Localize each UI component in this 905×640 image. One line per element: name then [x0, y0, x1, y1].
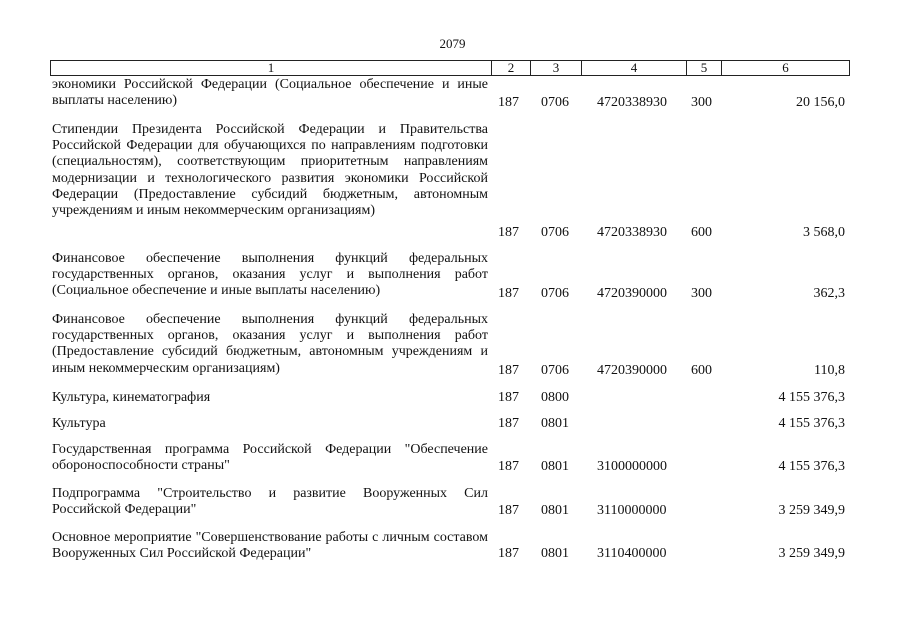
row-2-description — [52, 251, 488, 300]
row-3-col2: 187 — [498, 363, 519, 378]
column-header-3: 3 — [531, 61, 582, 76]
row-2-col5: 300 — [691, 286, 712, 301]
row-3-col5: 600 — [691, 363, 712, 378]
column-header-table — [50, 60, 850, 76]
row-8-col3: 0801 — [541, 546, 569, 561]
row-7-description-text: Подпрограмма "Строительство и развитие Вооруженных Сил Российской Федерации" — [52, 486, 488, 518]
row-5-description-text: Культура — [52, 416, 106, 431]
column-header-row — [51, 61, 850, 76]
row-7-col4: 3110000000 — [597, 503, 667, 518]
row-8-description-text: Основное мероприятие "Совершенствование работы с личным составом Вооруженных Сил Российской Федерации" — [52, 530, 488, 562]
row-5-description — [52, 416, 488, 432]
row-8-col4: 3110400000 — [597, 546, 667, 561]
row-8-col2: 187 — [498, 546, 519, 561]
row-7-col3: 0801 — [541, 503, 569, 518]
row-3-col3: 0706 — [541, 363, 569, 378]
row-6-col6: 4 155 376,3 — [778, 459, 845, 474]
row-6-col2: 187 — [498, 459, 519, 474]
row-1-description — [52, 122, 488, 219]
row-3-col6: 110,8 — [814, 363, 845, 378]
row-2-col2: 187 — [498, 286, 519, 301]
row-6-description — [52, 442, 488, 474]
row-6-col3: 0801 — [541, 459, 569, 474]
column-header-4: 4 — [582, 61, 687, 76]
row-2-col3: 0706 — [541, 286, 569, 301]
row-1-col4: 4720338930 — [597, 225, 667, 240]
row-1-col2: 187 — [498, 225, 519, 240]
row-3-col4: 4720390000 — [597, 363, 667, 378]
row-7-col6: 3 259 349,9 — [778, 503, 845, 518]
column-header-5: 5 — [687, 61, 722, 76]
row-6-col4: 3100000000 — [597, 459, 667, 474]
row-8-col6: 3 259 349,9 — [778, 546, 845, 561]
row-5-col3: 0801 — [541, 416, 569, 431]
row-4-description-text: Культура, кинематография — [52, 390, 211, 405]
row-0-col5: 300 — [691, 95, 712, 110]
row-2-description-text: Финансовое обеспечение выполнения функций федеральных государственных органов, оказания услуг и выполнения работ (Социальное обеспечение и иные выплаты населению) — [52, 251, 488, 299]
row-4-col6: 4 155 376,3 — [778, 390, 845, 405]
row-2-col4: 4720390000 — [597, 286, 667, 301]
row-0-col2: 187 — [498, 95, 519, 110]
column-header-6: 6 — [722, 61, 850, 76]
page-number: 2079 — [439, 36, 466, 51]
row-0-col6: 20 156,0 — [796, 95, 845, 110]
row-4-col3: 0800 — [541, 390, 569, 405]
column-header-1: 1 — [51, 61, 492, 76]
row-2-col6: 362,3 — [813, 286, 845, 301]
row-7-col2: 187 — [498, 503, 519, 518]
row-3-description — [52, 312, 488, 377]
row-5-col6: 4 155 376,3 — [778, 416, 845, 431]
row-1-description-text: Стипендии Президента Российской Федерации и Правительства Российской Федерации для обучающихся по направлениям подготовки (специальностям), соответствующим приоритетным направлениям модернизации и технологического развития экономики Российской Федерации (Предоставление субсидий бюджетным, автономным учреждениям и иным некоммерческим организациям) — [52, 122, 488, 219]
row-5-col2: 187 — [498, 416, 519, 431]
row-3-description-text: Финансовое обеспечение выполнения функций федеральных государственных органов, оказания услуг и выполнения работ (Предоставление субсидий бюджетным, автономным учреждениям и иным некоммерческим организациям) — [52, 312, 488, 376]
row-1-col5: 600 — [691, 225, 712, 240]
row-0-col3: 0706 — [541, 95, 569, 110]
column-header-2: 2 — [492, 61, 531, 76]
row-7-description — [52, 486, 488, 518]
row-4-col2: 187 — [498, 390, 519, 405]
row-6-description-text: Государственная программа Российской Федерации "Обеспечение обороноспособности страны" — [52, 442, 488, 474]
row-0-description-text: экономики Российской Федерации (Социальное обеспечение и иные выплаты населению) — [52, 77, 488, 109]
row-4-description — [52, 390, 488, 406]
row-1-col3: 0706 — [541, 225, 569, 240]
row-0-col4: 4720338930 — [597, 95, 667, 110]
row-0-description — [52, 77, 488, 109]
row-8-description — [52, 530, 488, 562]
row-1-col6: 3 568,0 — [803, 225, 845, 240]
